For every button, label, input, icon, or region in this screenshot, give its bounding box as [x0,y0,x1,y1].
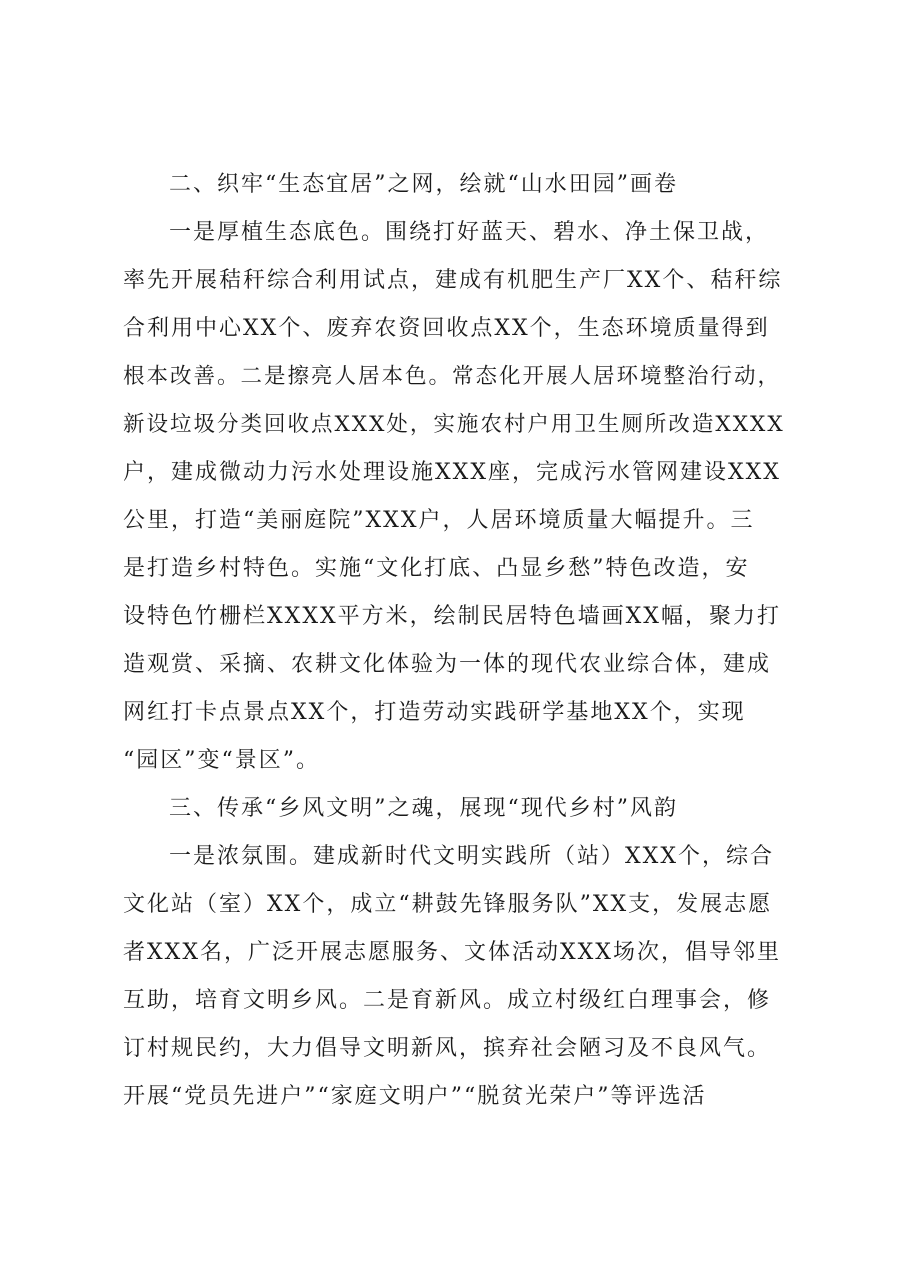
paragraph-line: 互助，培育文明乡风。二是育新风。成立村级红白理事会，修 [123,988,772,1013]
paragraph-line: 合利用中心XX个、废弃农资回收点XX个，生态环境质量得到 [123,316,770,341]
paragraph-line: 造观赏、采摘、农耕文化体验为一体的现代农业综合体，建成 [123,652,772,677]
paragraph-line: “园区”变“景区”。 [123,748,320,773]
paragraph-line: 公里，打造“美丽庭院”XXX户，人居环境质量大幅提升。三 [123,508,755,533]
paragraph-line: 订村规民约，大力倡导文明新风，摈弃社会陋习及不良风气。 [123,1036,772,1061]
section-heading-3: 三、传承“乡风文明”之魂，展现“现代乡村”风韵 [169,796,678,821]
section-heading-2: 二、织牢“生态宜居”之网，绘就“山水田园”画卷 [169,172,678,197]
paragraph-line: 是打造乡村特色。实施“文化打底、凸显乡愁”特色改造，安 [123,556,750,581]
paragraph-line: 一是厚植生态底色。围绕打好蓝天、碧水、净土保卫战， [169,220,770,245]
paragraph-line: 一是浓氛围。建成新时代文明实践所（站）XXX个，综合 [169,844,774,869]
paragraph-line: 户，建成微动力污水处理设施XXX座，完成污水管网建设XXX [123,460,781,485]
paragraph-line: 者XXX名，广泛开展志愿服务、文体活动XXX场次，倡导邻里 [123,940,781,965]
paragraph-line: 新设垃圾分类回收点XXX处，实施农村户用卫生厕所改造XXXX [123,412,785,437]
paragraph-line: 文化站（室）XX个，成立“耕鼓先锋服务队”XX支，发展志愿 [123,892,773,917]
paragraph-line: 根本改善。二是擦亮人居本色。常态化开展人居环境整治行动， [123,364,782,389]
paragraph-line: 网红打卡点景点XX个，打造劳动实践研学基地XX个，实现 [123,700,746,725]
paragraph-line: 开展“党员先进户”“家庭文明户”“脱贫光荣户”等评选活 [123,1084,707,1109]
paragraph-line: 率先开展秸秆综合利用试点，建成有机肥生产厂XX个、秸秆综 [123,268,783,293]
paragraph-line: 设特色竹栅栏XXXX平方米，绘制民居特色墙画XX幅，聚力打 [123,604,781,629]
